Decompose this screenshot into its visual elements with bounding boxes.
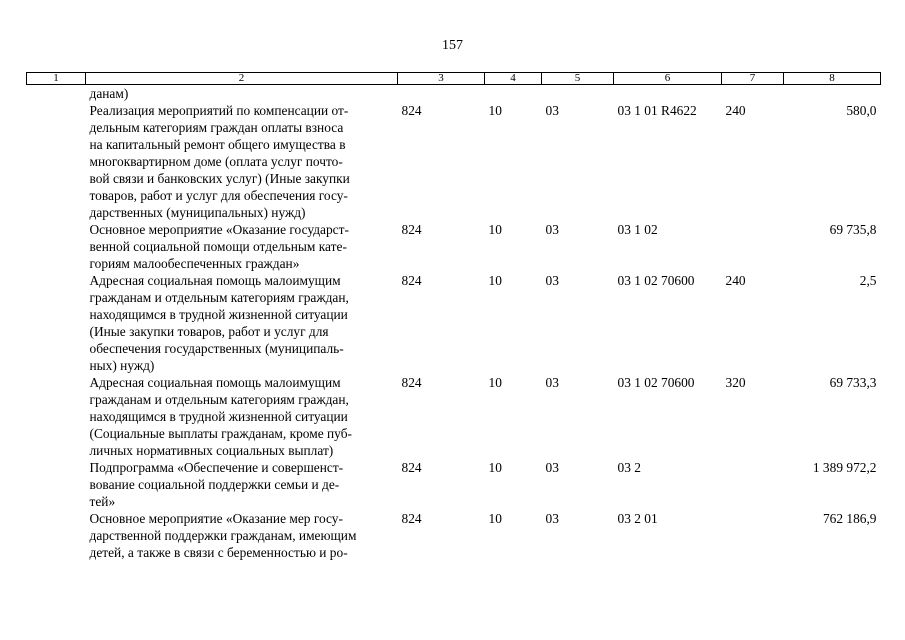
row-name-line: Реализация мероприятий по компенсации от- xyxy=(89,103,349,118)
table-body xyxy=(27,85,881,562)
row-name-line: Основное мероприятие «Оказание государст- xyxy=(89,222,349,237)
column-header-8: 8 xyxy=(784,73,881,85)
cell-section: 10 xyxy=(488,511,502,526)
row-name-line: многоквартирном доме (оплата услуг почто- xyxy=(89,154,343,169)
column-header-3: 3 xyxy=(398,73,485,85)
row-name xyxy=(86,272,398,374)
continuation-text: данам) xyxy=(89,86,129,101)
cell-target-article: 03 1 01 R4622 xyxy=(617,103,697,118)
row-name-line: (Социальные выплаты гражданам, кроме пуб- xyxy=(89,426,352,441)
row-name-line: дарственных (муниципальных) нужд) xyxy=(89,205,306,220)
row-name xyxy=(86,102,398,221)
row-name-line: гражданам и отдельным категориям граждан, xyxy=(89,392,349,407)
table-row xyxy=(27,510,881,561)
cell-subsection: 03 xyxy=(545,511,559,526)
row-name-line: венной социальной помощи отдельным кате- xyxy=(89,239,347,254)
cell-expense-type: 240 xyxy=(725,273,746,288)
table-row xyxy=(27,272,881,374)
row-name-line: Адресная социальная помощь малоимущим xyxy=(89,375,341,390)
table-row xyxy=(27,459,881,510)
cell-ministry-code: 824 xyxy=(401,273,422,288)
row-name-line: вой связи и банковских услуг) (Иные закупки xyxy=(89,171,350,186)
cell-ministry-code: 824 xyxy=(401,511,422,526)
cell-target-article: 03 2 01 xyxy=(617,511,658,526)
row-name-line: гориям малообеспеченных граждан» xyxy=(89,256,300,271)
cell-ministry-code: 824 xyxy=(401,375,422,390)
cell-subsection: 03 xyxy=(545,460,559,475)
row-name-line: вование социальной поддержки семьи и де- xyxy=(89,477,340,492)
row-name-line: находящимся в трудной жизненной ситуации xyxy=(89,409,348,424)
cell-subsection: 03 xyxy=(545,222,559,237)
cell-section: 10 xyxy=(488,460,502,475)
column-header-5: 5 xyxy=(542,73,614,85)
row-name xyxy=(86,510,398,561)
cell-col1 xyxy=(27,374,86,459)
cell-amount: 580,0 xyxy=(846,103,877,118)
cell-target-article: 03 2 xyxy=(617,460,641,475)
cell-ministry-code: 824 xyxy=(401,222,422,237)
cell-amount: 69 735,8 xyxy=(829,222,877,237)
row-name-line: дельным категориям граждан оплаты взноса xyxy=(89,120,344,135)
row-name-line: детей, а также в связи с беременностью и ро- xyxy=(89,545,348,560)
column-header-4: 4 xyxy=(485,73,542,85)
cell-section: 10 xyxy=(488,375,502,390)
cell-expense-type: 320 xyxy=(725,375,746,390)
row-name-line: обеспечения государственных (муниципаль- xyxy=(89,341,344,356)
cell-col1 xyxy=(27,102,86,221)
budget-table xyxy=(26,72,881,561)
column-header-1: 1 xyxy=(27,73,86,85)
cell-section: 10 xyxy=(488,103,502,118)
page-number: 157 xyxy=(442,38,463,53)
table-row xyxy=(27,374,881,459)
cell-col1 xyxy=(27,459,86,510)
cell-subsection: 03 xyxy=(545,103,559,118)
row-name-line: гражданам и отдельным категориям граждан, xyxy=(89,290,349,305)
cell-section: 10 xyxy=(488,222,502,237)
column-number-row xyxy=(27,73,881,85)
continuation-row xyxy=(27,85,881,103)
cell-subsection: 03 xyxy=(545,273,559,288)
cell-amount: 69 733,3 xyxy=(829,375,877,390)
cell-col1 xyxy=(27,221,86,272)
cell-expense-type xyxy=(722,510,784,561)
cell-col1 xyxy=(27,272,86,374)
column-header-6: 6 xyxy=(614,73,722,85)
cell-section: 10 xyxy=(488,273,502,288)
row-name xyxy=(86,459,398,510)
cell-target-article: 03 1 02 70600 xyxy=(617,273,695,288)
row-name-line: Основное мероприятие «Оказание мер госу- xyxy=(89,511,343,526)
table-row xyxy=(27,102,881,221)
cell-expense-type xyxy=(722,221,784,272)
row-name-line: тей» xyxy=(89,494,116,509)
row-name xyxy=(86,221,398,272)
row-name-line: ных) нужд) xyxy=(89,358,155,373)
column-header-7: 7 xyxy=(722,73,784,85)
table-row xyxy=(27,221,881,272)
cell-ministry-code: 824 xyxy=(401,103,422,118)
cell-target-article: 03 1 02 70600 xyxy=(617,375,695,390)
row-name-line: находящимся в трудной жизненной ситуации xyxy=(89,307,348,322)
row-name-line: товаров, работ и услуг для обеспечения госу- xyxy=(89,188,348,203)
cell-expense-type: 240 xyxy=(725,103,746,118)
row-name-line: Адресная социальная помощь малоимущим xyxy=(89,273,341,288)
row-name-line: (Иные закупки товаров, работ и услуг для xyxy=(89,324,329,339)
table-header xyxy=(27,73,881,85)
cell-subsection: 03 xyxy=(545,375,559,390)
cell-amount: 1 389 972,2 xyxy=(812,460,877,475)
row-name-line: дарственной поддержки гражданам, имеющим xyxy=(89,528,357,543)
row-name-line: личных нормативных социальных выплат) xyxy=(89,443,334,458)
row-name xyxy=(86,374,398,459)
cell-ministry-code: 824 xyxy=(401,460,422,475)
row-name-line: Подпрограмма «Обеспечение и совершенст- xyxy=(89,460,344,475)
cell-target-article: 03 1 02 xyxy=(617,222,658,237)
column-header-2: 2 xyxy=(86,73,398,85)
cell-amount: 762 186,9 xyxy=(822,511,877,526)
cell-expense-type xyxy=(722,459,784,510)
row-name-line: на капитальный ремонт общего имущества в xyxy=(89,137,346,152)
cell-col1 xyxy=(27,510,86,561)
cell-amount: 2,5 xyxy=(859,273,877,288)
